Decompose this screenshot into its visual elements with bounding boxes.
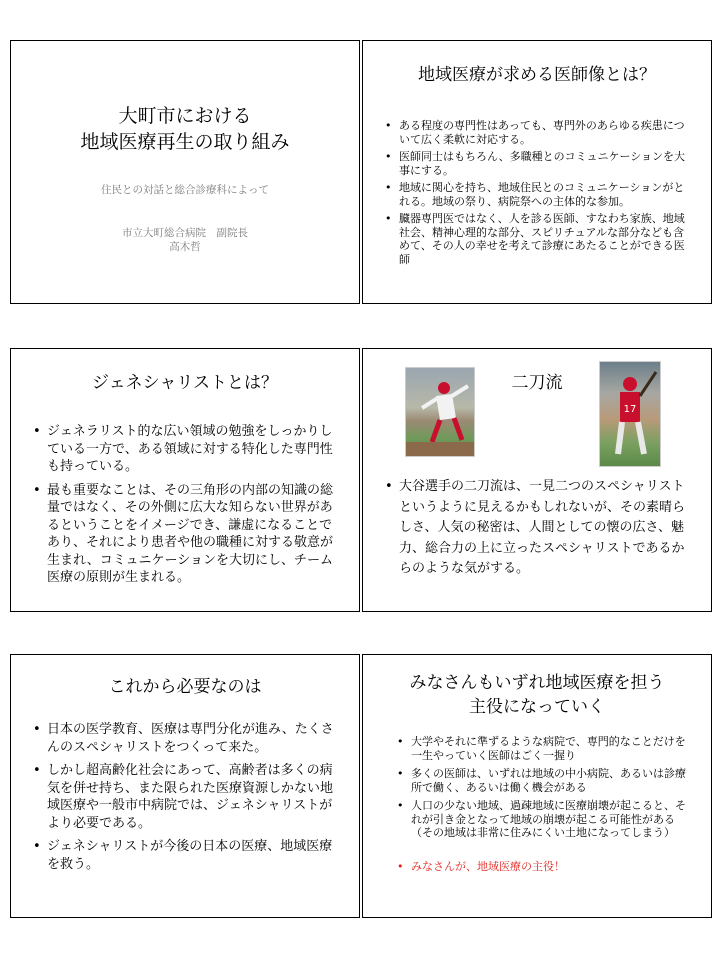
title-line-1: 大町市における (118, 105, 252, 127)
slide-two-way (362, 348, 712, 612)
slide-heading: 地域医療が求める医師像とは？ (418, 65, 656, 85)
bullet-item: • ジェネラリスト的な広い領域の勉強をしっかりしている一方で、ある領域に対する特化した専門性も持っている。 (33, 423, 341, 476)
author-position: 市立大町総合病院 副院長 (122, 227, 248, 239)
bullet-item: • 大学やそれに準ずるような病院で、専門的なことだけを一生やっていく医師はごく一握り (397, 735, 693, 762)
bullet-list (385, 119, 693, 270)
slide-generalist (10, 348, 360, 612)
batter-figure-icon (600, 362, 660, 466)
heading-line-2: 主役になっていく (469, 697, 605, 717)
title-line-2: 地域医療再生の取り組み (80, 131, 290, 153)
bullet-list (385, 477, 697, 580)
slide-heading: 二刀流 (511, 373, 563, 393)
bullet-list (397, 735, 693, 878)
slide-protagonist (362, 654, 712, 918)
bullet-list (33, 721, 341, 879)
highlight-bullet: • みなさんが、地域医療の主役！ (397, 860, 693, 874)
slide-heading: ジェネシャリストとは？ (92, 373, 278, 393)
bullet-item: • しかし超高齢化社会にあって、高齢者は多くの病気を併せ持ち、また限られた医療資源しかない地域医療や一般市中病院では、ジェネシャリストがより必要である。 (33, 762, 341, 832)
slide-title-heading (11, 103, 359, 155)
bullet-item: • 最も重要なことは、その三角形の内部の知識の総量ではなく、その外側に広大な知らない世界があるということをイメージでき、謙虚になることであり、それにより患者や他の職種に対する敬意が生まれ、コミュニケーションを大切にし、チーム医療の原則が生まれる。 (33, 482, 341, 587)
bullet-item: • 人口の少ない地域、過疎地域に医療崩壊が起こると、それが引き金となって地域の崩壊が起こる可能性がある（その地域は非常に住みにくい土地になってしまう） (397, 799, 693, 840)
bullet-item: • ジェネシャリストが今後の日本の医療、地域医療を救う。 (33, 838, 341, 873)
slide-heading (363, 671, 711, 719)
author-info (11, 226, 359, 254)
bullet-item: • 医師同士はもちろん、多職種とのコミュニケーションを大事にする。 (385, 150, 693, 177)
batter-photo (599, 361, 661, 467)
slide-title (10, 40, 360, 304)
bullet-list (33, 423, 341, 593)
heading-line-1: みなさんもいずれ地域医療を担う (409, 673, 665, 693)
bullet-item: • 地域に関心を持ち、地域住民とのコミュニケーションがとれる。地域の祭り、病院祭への主体的な参加。 (385, 181, 693, 208)
bullet-item: • ある程度の専門性はあっても、専門外のあらゆる疾患について広く柔軟に対応する。 (385, 119, 693, 146)
slide-subtitle: 住民との対話と総合診療科によって (101, 184, 269, 196)
author-name: 高木哲 (169, 241, 201, 253)
slide-heading: これから必要なのは (108, 677, 262, 697)
bullet-item: • 臓器専門医ではなく、人を診る医師、すなわち家族、地域社会、精神心理的な部分、スピリチュアルな部分なども含めて、その人の幸せを考えて診療にあたることができる医師 (385, 212, 693, 266)
bullet-item: • 大谷選手の二刀流は、一見二つのスペシャリストというように見えるかもしれないが、その素晴らしさ、人気の秘密は、人間としての懐の広さ、魅力、総合力の上に立ったスペシャリストであるからのような気がする。 (385, 477, 697, 580)
slide-ideal-doctor (362, 40, 712, 304)
svg-text:17: 17 (623, 404, 637, 415)
bullet-item: • 日本の医学教育、医療は専門分化が進み、たくさんのスペシャリストをつくって来た。 (33, 721, 341, 756)
slide-needed (10, 654, 360, 918)
bullet-item: • 多くの医師は、いずれは地域の中小病院、あるいは診療所で働く、あるいは働く機会がある (397, 767, 693, 794)
